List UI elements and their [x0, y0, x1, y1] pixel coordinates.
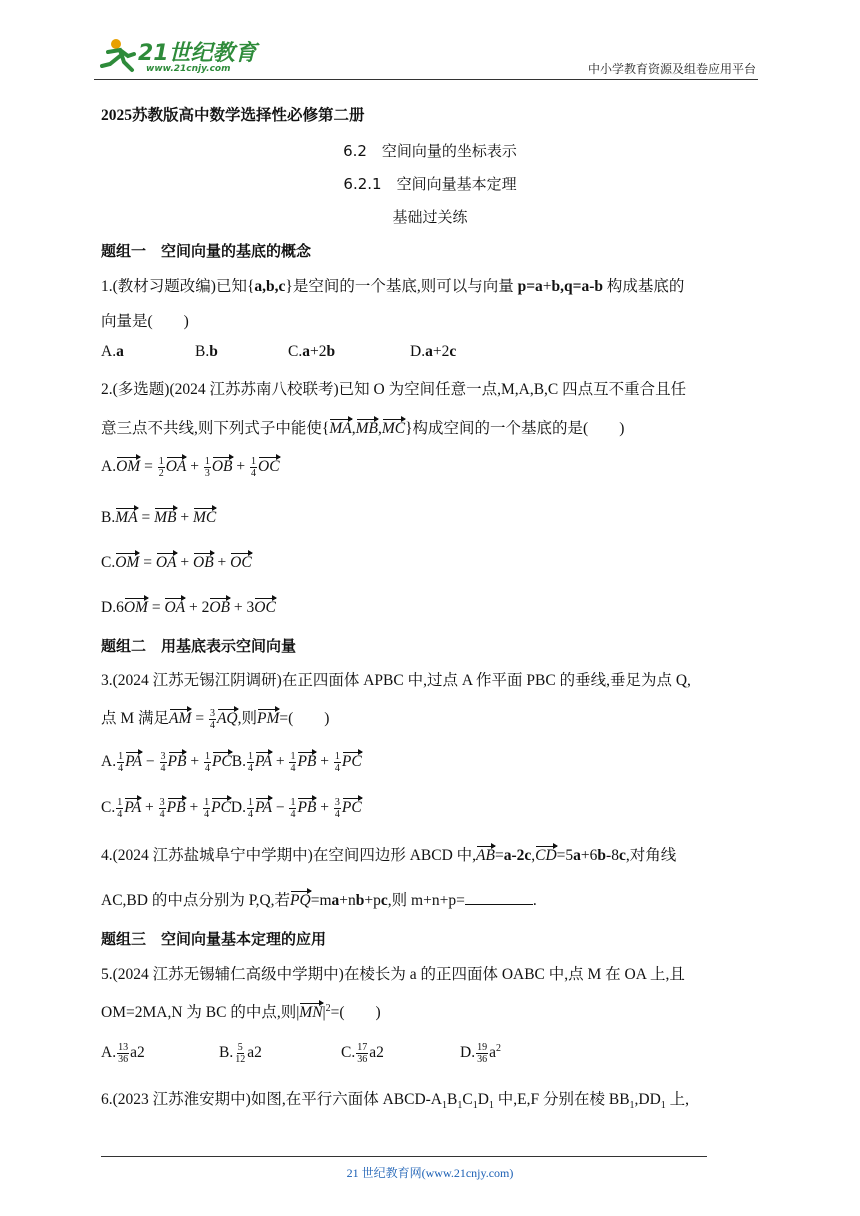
book-title: 2025苏教版高中数学选择性必修第二册 [101, 107, 365, 124]
q3-stem-line2: 点 M 满足AM = $\frac{3}{4}$ AQ,则PM=( ) [101, 707, 330, 731]
q5-option-a[interactable]: A. $\frac{13}{36}$ a2 [101, 1042, 145, 1065]
q2-option-c[interactable]: C.OM = OA + OB + OC [101, 554, 252, 571]
q1-stem-line2: 向量是( ) [101, 313, 189, 330]
q3-options-cd [101, 797, 362, 820]
q2-option-b[interactable]: B.MA = MB + MC [101, 509, 217, 526]
q1-option-d[interactable]: D.a+2c [410, 343, 457, 360]
q1-stem-line1: 1.(教材习题改编)已知{a,b,c}是空间的一个基底,则可以与向量 p=a+b,q=a-b 构成基底的 [101, 278, 685, 295]
logo-url: www.21cnjy.com [146, 64, 231, 74]
q4-stem-line1: 4.(2024 江苏盐城阜宁中学期中)在空间四边形 ABCD 中,AB=a-2c,CD=5a+6b-8c,对角线 [101, 847, 677, 864]
q1-option-c[interactable]: C.a+2b [288, 343, 336, 360]
q3-option-a[interactable]: A. $\frac{1}{4}$ PA − $\frac{3}{4}$ PB + $\frac{1}{4}$ PC [101, 751, 232, 774]
q5-option-b[interactable]: B. $\frac{5}{12}$ a2 [219, 1042, 262, 1065]
q5-stem-line2: OM=2MA,N 为 BC 的中点,则$|MN|^2=$( ) [101, 1002, 381, 1021]
logo-text: 21世纪教育 [138, 41, 257, 66]
q3-option-c[interactable]: C. $\frac{1}{4}$ PA + $\frac{3}{4}$ PB + $\frac{1}{4}$ PC [101, 797, 231, 820]
section-title: 6.2.1 空间向量基本定理 [343, 175, 517, 193]
q5-option-d[interactable]: D. $\frac{19}{36}$ $a^2$ [460, 1042, 501, 1065]
q5-stem-line1: 5.(2024 江苏无锡辅仁高级中学期中)在棱长为 a 的正四面体 OABC 中,点 M 在 OA 上,且 [101, 966, 685, 983]
site-logo [94, 34, 264, 80]
group-title-2: 题组二 用基底表示空间向量 [101, 637, 297, 655]
chapter-title: 6.2 空间向量的坐标表示 [343, 142, 517, 160]
q3-stem-line1: 3.(2024 江苏无锡江阴调研)在正四面体 APBC 中,过点 A 作平面 PBC 的垂线,垂足为点 Q, [101, 672, 691, 689]
q5-options [101, 1042, 701, 1072]
level-title: 基础过关练 [392, 208, 468, 226]
platform-name: 中小学教育资源及组卷应用平台 [587, 62, 756, 76]
q4-answer-blank[interactable] [465, 894, 533, 905]
q2-option-d[interactable]: D.6OM = OA + 2OB + 3OC [101, 599, 276, 616]
group-title-3: 题组三 空间向量基本定理的应用 [101, 930, 327, 948]
q2-option-a[interactable]: A.OM = $\frac{1}{2}$ OA + $\frac{1}{3}$ OB + $\frac{1}{4}$ OC [101, 456, 280, 479]
q2-stem-line1: 2.(多选题)(2024 江苏苏南八校联考)已知 O 为空间任意一点,M,A,B,C 四点互不重合且任 [101, 381, 687, 398]
group-title-1: 题组一 空间向量的基底的概念 [101, 242, 312, 260]
q6-stem-line1: 6.(2023 江苏淮安期中)如图,在平行六面体 ABCD-$A_1B_1C_1D_1$ 中,E,F 分别在棱 $BB_1,DD_1$ 上, [101, 1091, 690, 1112]
q5-option-c[interactable]: C. $\frac{17}{36}$ a2 [341, 1042, 384, 1065]
q3-option-d[interactable]: D. $\frac{1}{4}$ PA − $\frac{1}{4}$ PB + $\frac{3}{4}$ PC [230, 797, 362, 820]
q4-stem-line2: AC,BD 的中点分别为 P,Q,若PQ=ma+nb+pc,则 m+n+p= . [101, 892, 537, 909]
footer-link[interactable]: 21 世纪教育网(www.21cnjy.com) [346, 1166, 514, 1180]
q1-option-a[interactable]: A.a [101, 343, 124, 360]
q3-option-b[interactable]: B. $\frac{1}{4}$ PA + $\frac{1}{4}$ PB + $\frac{1}{4}$ PC [231, 751, 362, 774]
footer-divider [101, 1156, 707, 1157]
q3-options-ab [101, 751, 362, 774]
header-divider [94, 79, 758, 80]
q2-stem-line2: 意三点不共线,则下列式子中能使{MA,MB,MC}构成空间的一个基底的是( ) [101, 420, 625, 437]
q1-option-b[interactable]: B.b [195, 343, 218, 360]
